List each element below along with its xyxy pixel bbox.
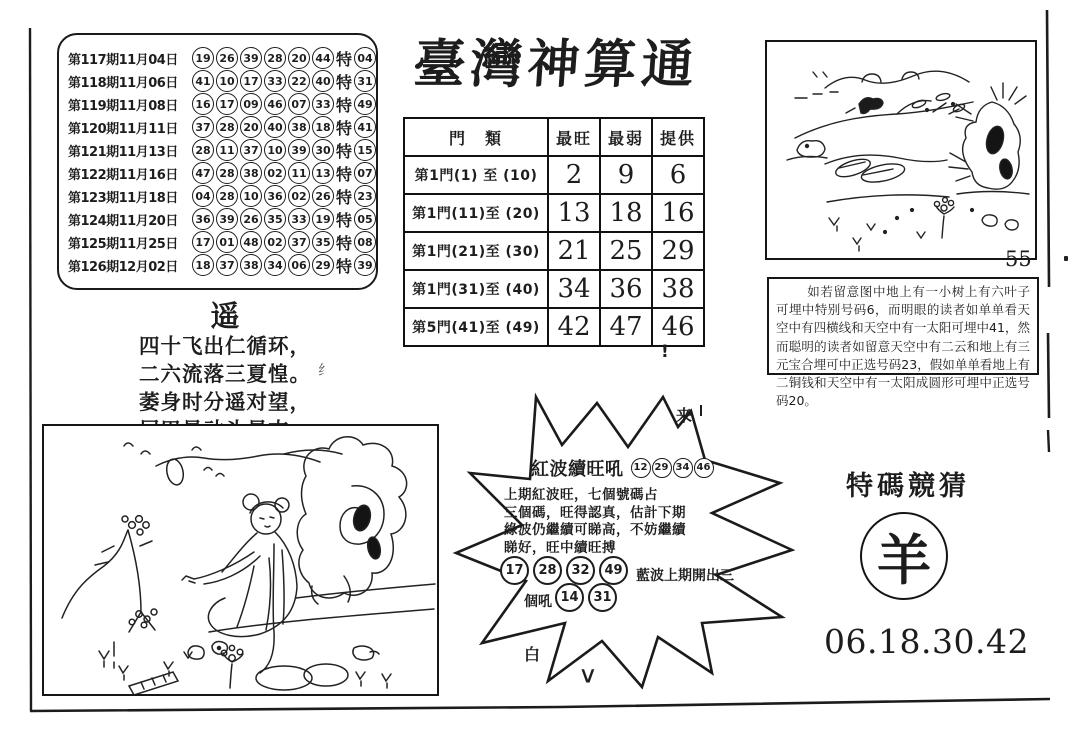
poem-title: 遥 [210, 299, 240, 333]
number-circle: 10 [240, 185, 262, 207]
number-circle: 28 [264, 47, 286, 69]
lottery-results-panel [57, 33, 378, 290]
masthead-title: 臺灣神算通 [411, 34, 701, 95]
number-circle: 06 [288, 254, 310, 276]
number-circle: 40 [264, 116, 286, 138]
number-circle: 26 [312, 185, 334, 207]
number-circle: 02 [264, 231, 286, 253]
number-circle: 38 [288, 116, 310, 138]
special-number-circle: 23 [354, 185, 376, 207]
number-circle: 22 [288, 70, 310, 92]
value-cell: 25 [600, 232, 652, 270]
special-number-circle: 39 [354, 254, 376, 276]
special-number-circle: 15 [354, 139, 376, 161]
period-label: 第123期11月18日 [68, 190, 178, 206]
winning-numbers [192, 47, 334, 69]
stray-dot [1064, 256, 1068, 261]
number-circle: 29 [312, 254, 334, 276]
star-commentary-line: 綠波仍繼續可睇高，不妨繼續 [504, 522, 686, 539]
special-prefix-label: 特 [336, 95, 353, 115]
value-cell: 47 [600, 308, 652, 346]
poem-line: 二六流落三夏惶。 [139, 362, 311, 386]
value-cell: 21 [548, 232, 600, 270]
number-circle: 33 [264, 70, 286, 92]
number-circle: 28 [216, 185, 238, 207]
winning-numbers [192, 231, 334, 253]
result-row [68, 47, 373, 70]
number-circle: 13 [312, 162, 334, 184]
value-cell: 38 [652, 270, 704, 308]
number-circle: 19 [192, 47, 214, 69]
number-circle: 11 [216, 139, 238, 161]
special-number-circle: 05 [354, 208, 376, 230]
number-circle: 41 [192, 70, 214, 92]
number-circle: 33 [312, 93, 334, 115]
value-cell: 34 [548, 270, 600, 308]
special-prefix-label: 特 [336, 118, 353, 138]
winning-numbers [192, 254, 334, 276]
number-circle: 44 [312, 47, 334, 69]
hot-cold-table [403, 117, 705, 347]
result-row [68, 231, 373, 254]
value-cell: 6 [652, 156, 704, 194]
table-header-cell: 最弱 [600, 118, 652, 156]
picture-sequence-number: 55 [1005, 247, 1032, 271]
value-cell: 36 [600, 270, 652, 308]
circled-number: 49 [599, 556, 628, 585]
number-circle: 37 [216, 254, 238, 276]
special-prefix-label: 特 [336, 141, 353, 161]
special-prefix-label: 特 [336, 72, 353, 92]
star-headline: 紅波續旺吼 [531, 459, 624, 480]
down-chevron-mark: ∨ [578, 662, 598, 689]
number-circle: 02 [288, 185, 310, 207]
lady-picture-box [42, 424, 439, 696]
number-circle: 17 [216, 93, 238, 115]
circled-number: 31 [588, 583, 617, 612]
number-circle: 04 [192, 185, 214, 207]
table-header-cell: 門 類 [404, 118, 548, 156]
category-cell: 第5門(41)至 (49) [404, 308, 548, 346]
number-circle: 36 [192, 208, 214, 230]
star-blue-note: 藍波上期開出三 [636, 567, 734, 584]
number-circle: 10 [216, 70, 238, 92]
result-row [68, 185, 373, 208]
poem-line: 四十飞出仁循环， [139, 334, 311, 358]
table-row [404, 270, 704, 308]
table-row [404, 194, 704, 232]
winning-numbers [192, 185, 334, 207]
number-circle: 39 [240, 47, 262, 69]
winning-numbers [192, 139, 334, 161]
stray-exclamation-mark: ! [661, 342, 669, 362]
star-commentary-line: 睇好，旺中續旺搏 [504, 539, 616, 556]
category-cell: 第1門(1) 至 (10) [404, 156, 548, 194]
special-number-circle: 49 [354, 93, 376, 115]
winning-numbers [192, 162, 334, 184]
puzzle-drawing [767, 42, 1035, 258]
period-label: 第119期11月08日 [68, 98, 178, 114]
circled-number: 29 [652, 458, 672, 478]
number-circle: 16 [192, 93, 214, 115]
circled-number: 17 [500, 556, 529, 585]
number-circle: 47 [192, 162, 214, 184]
circled-number: 32 [566, 556, 595, 585]
number-circle: 20 [288, 47, 310, 69]
star-headline-row [531, 455, 714, 481]
period-label: 第122期11月16日 [68, 167, 178, 183]
number-circle: 09 [240, 93, 262, 115]
special-number-circle: 08 [354, 231, 376, 253]
special-prefix-label: 特 [336, 49, 353, 69]
period-label: 第120期11月11日 [68, 121, 178, 137]
table-header-cell: 最旺 [548, 118, 600, 156]
star-red-numbers [500, 556, 628, 585]
result-row [68, 254, 373, 277]
special-prefix-label: 特 [336, 233, 353, 253]
number-circle: 01 [216, 231, 238, 253]
number-circle: 36 [264, 185, 286, 207]
number-circle: 20 [240, 116, 262, 138]
result-row [68, 70, 373, 93]
star-blue-numbers [555, 583, 617, 612]
stray-tick-mark [700, 405, 702, 416]
number-circle: 46 [264, 93, 286, 115]
star-commentary [504, 487, 704, 557]
zodiac-character: 羊 [877, 527, 931, 592]
number-circle: 38 [240, 162, 262, 184]
number-circle: 02 [264, 162, 286, 184]
number-circle: 26 [216, 47, 238, 69]
number-circle: 18 [192, 254, 214, 276]
value-cell: 18 [600, 194, 652, 232]
table-row [404, 308, 704, 346]
period-label: 第126期12月02日 [68, 259, 178, 275]
lady-drawing [44, 426, 437, 694]
stray-si-character: 纟 [318, 363, 332, 379]
number-circle: 33 [288, 208, 310, 230]
value-cell: 29 [652, 232, 704, 270]
value-cell: 42 [548, 308, 600, 346]
circled-number: 46 [694, 458, 714, 478]
winning-numbers [192, 208, 334, 230]
number-circle: 28 [192, 139, 214, 161]
stray-lai-character: 来 [676, 406, 693, 425]
number-circle: 26 [240, 208, 262, 230]
category-cell: 第1門(11)至 (20) [404, 194, 548, 232]
number-circle: 28 [216, 162, 238, 184]
result-row [68, 139, 373, 162]
star-blue-numbers-row [524, 583, 617, 612]
number-circle: 37 [240, 139, 262, 161]
winning-numbers [192, 70, 334, 92]
table-header-row [404, 118, 704, 156]
special-number-circle: 04 [354, 47, 376, 69]
number-circle: 40 [312, 70, 334, 92]
table-row [404, 156, 704, 194]
circled-number: 34 [673, 458, 693, 478]
table-row [404, 232, 704, 270]
poem-line: 萎身时分遥对望， [139, 390, 311, 414]
number-circle: 37 [192, 116, 214, 138]
period-label: 第124期11月20日 [68, 213, 178, 229]
special-prefix-label: 特 [336, 256, 353, 276]
number-circle: 19 [312, 208, 334, 230]
star-headline-numbers [631, 458, 714, 478]
value-cell: 2 [548, 156, 600, 194]
number-circle: 07 [288, 93, 310, 115]
stray-bai-character: 白 [524, 645, 541, 664]
puzzle-picture-box [765, 40, 1037, 260]
category-cell: 第1門(31)至 (40) [404, 270, 548, 308]
number-circle: 28 [216, 116, 238, 138]
special-prefix-label: 特 [336, 187, 353, 207]
table-header-cell: 提供 [652, 118, 704, 156]
period-label: 第125期11月25日 [68, 236, 178, 252]
puzzle-explanation: 如若留意图中地上有一小树上有六叶子可埋中特别号码6，而明眼的读者如单单看天空中有四横线和天空中有一太阳可埋中41，然而聪明的读者如留意天空中有二云和地上有三元宝合埋可中正选号码23，假如单单看地上有二铜钱和天空中有一太阳成圆形可埋中正选号码20。 [767, 277, 1039, 375]
period-label: 第118期11月06日 [68, 75, 178, 91]
period-label: 第117期11月04日 [68, 52, 178, 68]
number-circle: 35 [264, 208, 286, 230]
number-circle: 39 [288, 139, 310, 161]
result-row [68, 162, 373, 185]
winning-numbers [192, 116, 334, 138]
zodiac-circle [860, 512, 948, 600]
special-number-circle: 31 [354, 70, 376, 92]
number-circle: 11 [288, 162, 310, 184]
result-row [68, 116, 373, 139]
star-commentary-line: 上期紅波旺，七個號碼占 [504, 487, 658, 503]
special-prefix-label: 特 [336, 164, 353, 184]
number-circle: 48 [240, 231, 262, 253]
value-cell: 46 [652, 308, 704, 346]
special-number-circle: 07 [354, 162, 376, 184]
number-circle: 30 [312, 139, 334, 161]
lottery-results-rows [68, 47, 373, 277]
value-cell: 16 [652, 194, 704, 232]
value-cell: 9 [600, 156, 652, 194]
number-circle: 17 [192, 231, 214, 253]
special-prefix-label: 特 [336, 210, 353, 230]
number-circle: 35 [312, 231, 334, 253]
number-circle: 39 [216, 208, 238, 230]
circled-number: 12 [631, 458, 651, 478]
period-label: 第121期11月13日 [68, 144, 178, 160]
category-cell: 第1門(21)至 (30) [404, 232, 548, 270]
number-circle: 18 [312, 116, 334, 138]
circled-number: 28 [533, 556, 562, 585]
special-number-circle: 41 [354, 116, 376, 138]
circled-number: 14 [555, 583, 584, 612]
result-row [68, 93, 373, 116]
number-circle: 17 [240, 70, 262, 92]
number-circle: 34 [264, 254, 286, 276]
result-row [68, 208, 373, 231]
number-circle: 38 [240, 254, 262, 276]
star-red-numbers-row [500, 556, 734, 585]
winning-numbers [192, 93, 334, 115]
number-circle: 37 [288, 231, 310, 253]
special-guess-numbers: 06.18.30.42 [824, 622, 1029, 661]
star-blue-note-tail: 個吼 [524, 593, 552, 610]
tip-poem [112, 300, 338, 444]
value-cell: 13 [548, 194, 600, 232]
number-circle: 10 [264, 139, 286, 161]
special-guess-title: 特碼競猜 [846, 471, 970, 502]
star-commentary-line: 三個碼，旺得認真，估計下期 [504, 504, 686, 521]
